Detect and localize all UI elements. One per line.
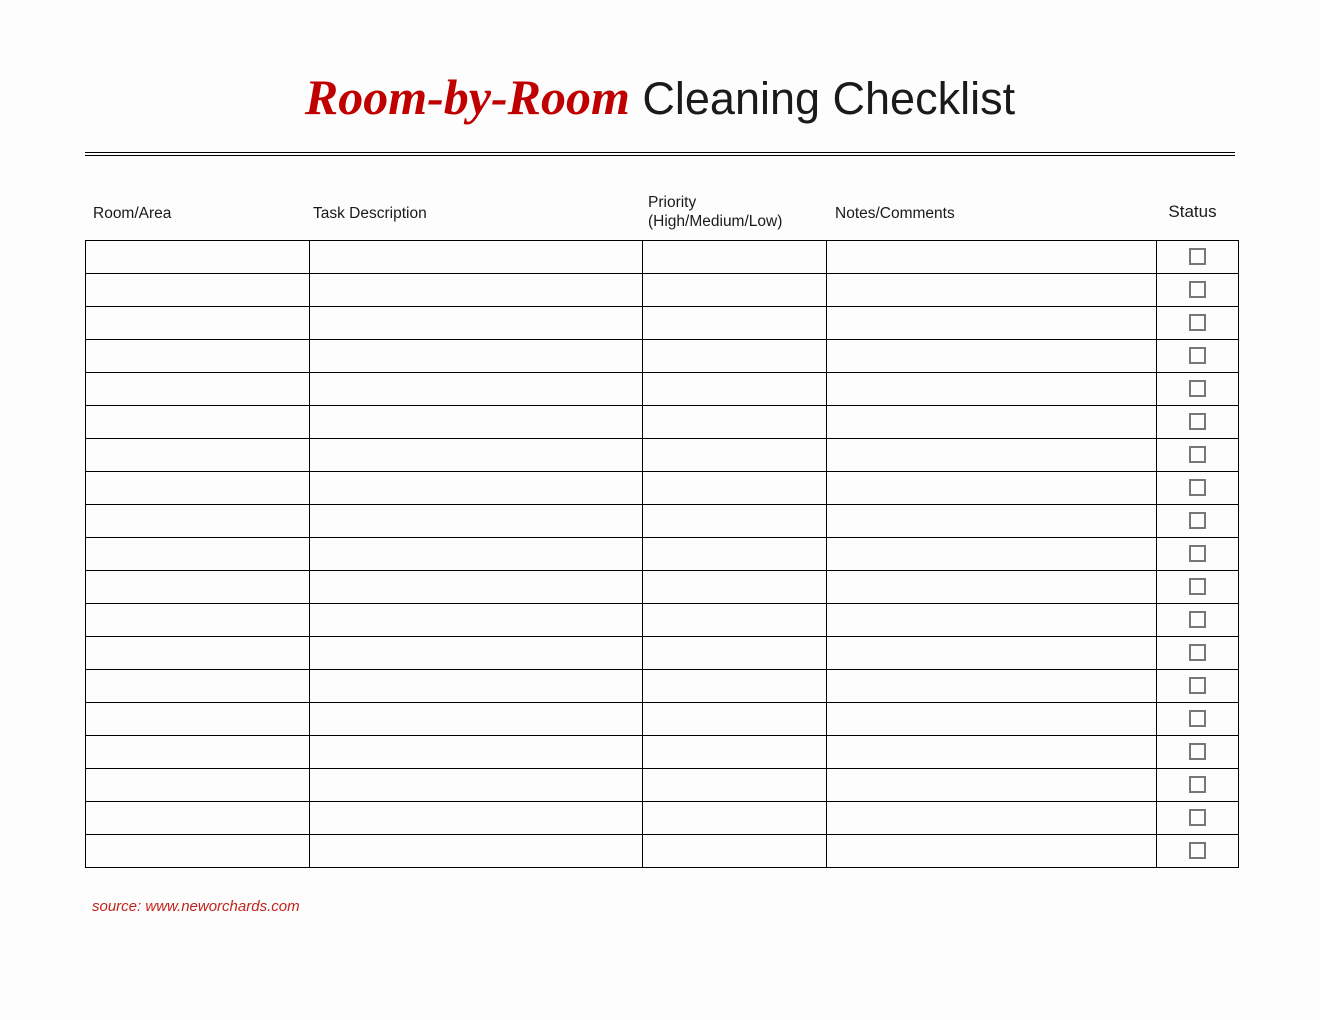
task-cell[interactable] — [310, 439, 643, 472]
priority-cell[interactable] — [643, 472, 827, 505]
notes-cell[interactable] — [827, 637, 1157, 670]
status-cell[interactable] — [1157, 241, 1239, 274]
status-checkbox-icon[interactable] — [1189, 743, 1206, 760]
page-title — [85, 69, 1235, 125]
notes-cell[interactable] — [827, 439, 1157, 472]
task-cell[interactable] — [310, 769, 643, 802]
table-row — [86, 538, 1239, 571]
status-checkbox-icon[interactable] — [1189, 677, 1206, 694]
notes-cell[interactable] — [827, 307, 1157, 340]
status-checkbox-icon[interactable] — [1189, 611, 1206, 628]
table-row — [86, 604, 1239, 637]
status-checkbox-icon[interactable] — [1189, 413, 1206, 430]
task-cell[interactable] — [310, 538, 643, 571]
room-cell[interactable] — [86, 274, 310, 307]
page-title-accent: Room-by-Room — [304, 69, 630, 125]
task-cell[interactable] — [310, 571, 643, 604]
status-checkbox-icon[interactable] — [1189, 347, 1206, 364]
priority-cell[interactable] — [643, 505, 827, 538]
task-cell[interactable] — [310, 802, 643, 835]
table-row — [86, 637, 1239, 670]
table-row — [86, 340, 1239, 373]
table-row — [86, 472, 1239, 505]
notes-cell[interactable] — [827, 670, 1157, 703]
status-cell[interactable] — [1157, 571, 1239, 604]
task-cell[interactable] — [310, 472, 643, 505]
room-cell[interactable] — [86, 307, 310, 340]
table-row — [86, 571, 1239, 604]
room-cell[interactable] — [86, 340, 310, 373]
room-cell[interactable] — [86, 703, 310, 736]
room-cell[interactable] — [86, 802, 310, 835]
status-checkbox-icon[interactable] — [1189, 842, 1206, 859]
status-cell[interactable] — [1157, 472, 1239, 505]
status-checkbox-icon[interactable] — [1189, 380, 1206, 397]
source-note: source: www.neworchards.com — [92, 898, 300, 915]
room-cell[interactable] — [86, 373, 310, 406]
status-checkbox-icon[interactable] — [1189, 512, 1206, 529]
notes-cell[interactable] — [827, 604, 1157, 637]
task-cell[interactable] — [310, 274, 643, 307]
status-cell[interactable] — [1157, 703, 1239, 736]
column-header-priority-line1: Priority — [648, 194, 697, 211]
status-cell[interactable] — [1157, 274, 1239, 307]
room-cell[interactable] — [86, 670, 310, 703]
priority-cell[interactable] — [643, 406, 827, 439]
notes-cell[interactable] — [827, 340, 1157, 373]
task-cell[interactable] — [310, 604, 643, 637]
table-row — [86, 703, 1239, 736]
room-cell[interactable] — [86, 637, 310, 670]
priority-cell[interactable] — [643, 274, 827, 307]
table-row — [86, 505, 1239, 538]
status-cell[interactable] — [1157, 406, 1239, 439]
table-row — [86, 769, 1239, 802]
status-checkbox-icon[interactable] — [1189, 644, 1206, 661]
task-cell[interactable] — [310, 736, 643, 769]
table-row — [86, 835, 1239, 868]
priority-cell[interactable] — [643, 307, 827, 340]
status-checkbox-icon[interactable] — [1189, 281, 1206, 298]
table-row — [86, 670, 1239, 703]
notes-cell[interactable] — [827, 538, 1157, 571]
room-cell[interactable] — [86, 439, 310, 472]
notes-cell[interactable] — [827, 274, 1157, 307]
priority-cell[interactable] — [643, 802, 827, 835]
priority-cell[interactable] — [643, 703, 827, 736]
room-cell[interactable] — [86, 604, 310, 637]
notes-cell[interactable] — [827, 571, 1157, 604]
status-checkbox-icon[interactable] — [1189, 248, 1206, 265]
room-cell[interactable] — [86, 571, 310, 604]
room-cell[interactable] — [86, 835, 310, 868]
table-row — [86, 307, 1239, 340]
priority-cell[interactable] — [643, 637, 827, 670]
column-header-priority-line2: (High/Medium/Low) — [648, 213, 783, 231]
priority-cell[interactable] — [643, 670, 827, 703]
notes-cell[interactable] — [827, 802, 1157, 835]
status-cell[interactable] — [1157, 373, 1239, 406]
status-cell[interactable] — [1157, 637, 1239, 670]
table-row — [86, 736, 1239, 769]
notes-cell[interactable] — [827, 505, 1157, 538]
column-header-priority — [648, 193, 782, 232]
status-cell[interactable] — [1157, 340, 1239, 373]
checklist-table — [85, 240, 1239, 868]
column-header-status: Status — [1168, 202, 1217, 221]
notes-cell[interactable] — [827, 406, 1157, 439]
room-cell[interactable] — [86, 241, 310, 274]
status-cell[interactable] — [1157, 769, 1239, 802]
column-header-band — [85, 188, 1233, 240]
room-cell[interactable] — [86, 472, 310, 505]
table-row — [86, 241, 1239, 274]
table-row — [86, 439, 1239, 472]
room-cell[interactable] — [86, 769, 310, 802]
table-row — [86, 274, 1239, 307]
notes-cell[interactable] — [827, 703, 1157, 736]
status-cell[interactable] — [1157, 670, 1239, 703]
priority-cell[interactable] — [643, 340, 827, 373]
task-cell[interactable] — [310, 406, 643, 439]
notes-cell[interactable] — [827, 835, 1157, 868]
column-header-notes: Notes/Comments — [835, 205, 955, 222]
column-header-task: Task Description — [313, 205, 427, 222]
task-cell[interactable] — [310, 670, 643, 703]
priority-cell[interactable] — [643, 439, 827, 472]
page-title-rest: Cleaning Checklist — [629, 73, 1016, 124]
status-cell[interactable] — [1157, 439, 1239, 472]
status-cell[interactable] — [1157, 538, 1239, 571]
task-cell[interactable] — [310, 307, 643, 340]
notes-cell[interactable] — [827, 373, 1157, 406]
status-cell[interactable] — [1157, 604, 1239, 637]
table-row — [86, 406, 1239, 439]
status-cell[interactable] — [1157, 505, 1239, 538]
task-cell[interactable] — [310, 703, 643, 736]
status-checkbox-icon[interactable] — [1189, 446, 1206, 463]
room-cell[interactable] — [86, 736, 310, 769]
task-cell[interactable] — [310, 505, 643, 538]
priority-cell[interactable] — [643, 835, 827, 868]
task-cell[interactable] — [310, 340, 643, 373]
status-checkbox-icon[interactable] — [1189, 314, 1206, 331]
priority-cell[interactable] — [643, 373, 827, 406]
table-row — [86, 373, 1239, 406]
status-checkbox-icon[interactable] — [1189, 545, 1206, 562]
status-cell[interactable] — [1157, 835, 1239, 868]
status-cell[interactable] — [1157, 736, 1239, 769]
status-checkbox-icon[interactable] — [1189, 776, 1206, 793]
title-divider — [85, 152, 1235, 156]
status-checkbox-icon[interactable] — [1189, 710, 1206, 727]
room-cell[interactable] — [86, 538, 310, 571]
priority-cell[interactable] — [643, 571, 827, 604]
status-checkbox-icon[interactable] — [1189, 479, 1206, 496]
table-row — [86, 802, 1239, 835]
priority-cell[interactable] — [643, 241, 827, 274]
priority-cell[interactable] — [643, 604, 827, 637]
task-cell[interactable] — [310, 637, 643, 670]
notes-cell[interactable] — [827, 472, 1157, 505]
notes-cell[interactable] — [827, 736, 1157, 769]
status-cell[interactable] — [1157, 802, 1239, 835]
priority-cell[interactable] — [643, 538, 827, 571]
task-cell[interactable] — [310, 373, 643, 406]
status-checkbox-icon[interactable] — [1189, 809, 1206, 826]
priority-cell[interactable] — [643, 736, 827, 769]
task-cell[interactable] — [310, 835, 643, 868]
status-cell[interactable] — [1157, 307, 1239, 340]
room-cell[interactable] — [86, 505, 310, 538]
room-cell[interactable] — [86, 406, 310, 439]
priority-cell[interactable] — [643, 769, 827, 802]
notes-cell[interactable] — [827, 769, 1157, 802]
column-header-room: Room/Area — [93, 205, 172, 222]
notes-cell[interactable] — [827, 241, 1157, 274]
status-checkbox-icon[interactable] — [1189, 578, 1206, 595]
task-cell[interactable] — [310, 241, 643, 274]
